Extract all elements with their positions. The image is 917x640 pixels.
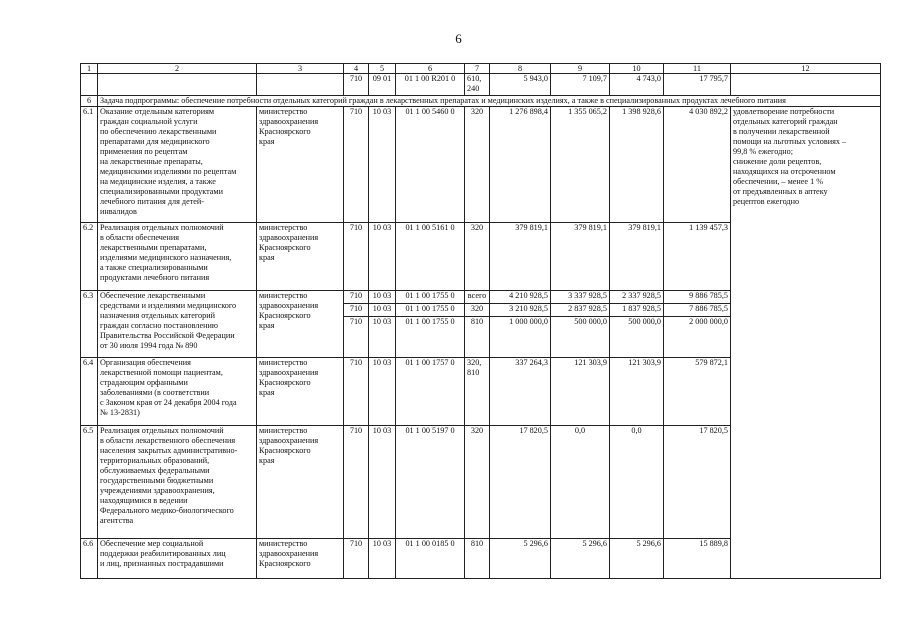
cell-expense-type: 320 bbox=[465, 107, 490, 223]
cell-target-article: 01 1 00 5161 0 bbox=[396, 223, 465, 291]
cell-year1: 1 000 000,0 bbox=[490, 317, 551, 358]
column-number-row bbox=[81, 64, 881, 74]
cell-year1: 5 296,6 bbox=[490, 539, 551, 579]
cell-section: 10 03 bbox=[369, 107, 396, 223]
cell-total: 4 030 892,2 bbox=[664, 107, 731, 223]
cell-year2: 7 109,7 bbox=[551, 74, 610, 96]
cell-total: 1 139 457,3 bbox=[664, 223, 731, 291]
cell-year3: 500 000,0 bbox=[610, 317, 664, 358]
col-num-11: 11 bbox=[664, 64, 731, 74]
cell-glava: 710 bbox=[344, 539, 369, 579]
cell-target-article: 01 1 00 5197 0 bbox=[396, 426, 465, 539]
table-row bbox=[81, 107, 881, 223]
col-num-1: 1 bbox=[81, 64, 98, 74]
cell-glava: 710 bbox=[344, 304, 369, 317]
grbs-name: министерство здравоохранения Красноярского края bbox=[257, 107, 344, 223]
measure-name: Обеспечение лекарственными средствами и изделиями медицинского назначения отдельных категорий граждан согласно постановлению Правительства Российской Федерации от 30 июля 1994 года № 890 bbox=[98, 291, 257, 358]
cell-year1: 5 943,0 bbox=[490, 74, 551, 96]
cell-total: 17 795,7 bbox=[664, 74, 731, 96]
cell-total: 17 820,5 bbox=[664, 426, 731, 539]
subprogram-table bbox=[80, 63, 881, 579]
page-number: 6 bbox=[455, 31, 462, 46]
cell-target-article: 01 1 00 R201 0 bbox=[396, 74, 465, 96]
cell-expense-type: всего bbox=[465, 291, 490, 304]
cell-glava: 710 bbox=[344, 426, 369, 539]
row-number: 6.6 bbox=[81, 539, 98, 579]
cell-year1: 379 819,1 bbox=[490, 223, 551, 291]
measure-name: Оказание отдельным категориям граждан социальной услуги по обеспечению лекарственными препаратами для медицинского применения по рецептам на лекарственные препараты, медицинскими изделиями по рецептам на медицинские изделия, а также специализированными продуктами лечебного питания для детей- инвалидов bbox=[98, 107, 257, 223]
cell-total: 15 889,8 bbox=[664, 539, 731, 579]
measure-name: Реализация отдельных полномочий в области обеспечения лекарственными препаратами, изделиями медицинского назначения, а также специализированными продуктами лечебного питания bbox=[98, 223, 257, 291]
cell-year1: 3 210 928,5 bbox=[490, 304, 551, 317]
cell-year3: 1 837 928,5 bbox=[610, 304, 664, 317]
grbs-name: министерство здравоохранения Красноярского края bbox=[257, 426, 344, 539]
grbs-name: министерство здравоохранения Красноярского края bbox=[257, 358, 344, 426]
cell-expense-type: 810 bbox=[465, 539, 490, 579]
cell-total: 579 872,1 bbox=[664, 358, 731, 426]
expected-result: удовлетворение потребности отдельных категорий граждан в получении лекарственной помощи на льготных условиях – 99,8 % ежегодно; снижение доли рецептов, находящихся на отсроченном обеспечении, – менее 1 % от предъявленных в аптеку рецептов ежегодно bbox=[731, 107, 881, 579]
cell-glava: 710 bbox=[344, 223, 369, 291]
measure-name: Обеспечение мер социальной поддержки реабилитированных лиц и лиц, признанных пострадавшими bbox=[98, 539, 257, 579]
cell-section: 10 03 bbox=[369, 304, 396, 317]
cell-target-article: 01 1 00 5460 0 bbox=[396, 107, 465, 223]
task-text: Задача подпрограммы: обеспечение потребности отдельных категорий граждан в лекарственных препаратах и медицинских изделиях, а также в специализированных продуктах лечебного питания bbox=[98, 96, 881, 107]
cell-year2: 3 337 928,5 bbox=[551, 291, 610, 304]
cell-year2: 5 296,6 bbox=[551, 539, 610, 579]
cell-section: 10 03 bbox=[369, 223, 396, 291]
grbs-name: министерство здравоохранения Красноярского края bbox=[257, 223, 344, 291]
col-num-6: 6 bbox=[396, 64, 465, 74]
grbs-name: министерство здравоохранения Красноярского bbox=[257, 539, 344, 579]
measure-name: Организация обеспечения лекарственной помощи пациентам, страдающим орфанными заболеваниями (в соответствии с Законом края от 24 декабря 2004 года № 13-2831) bbox=[98, 358, 257, 426]
cell-glava: 710 bbox=[344, 74, 369, 96]
cell-year2: 121 303,9 bbox=[551, 358, 610, 426]
cell-year3: 4 743,0 bbox=[610, 74, 664, 96]
cell-expense-type: 610, 240 bbox=[465, 74, 490, 96]
cell-total: 9 886 785,5 bbox=[664, 291, 731, 304]
cell-section: 10 03 bbox=[369, 539, 396, 579]
cell-year3: 5 296,6 bbox=[610, 539, 664, 579]
cell-year3: 121 303,9 bbox=[610, 358, 664, 426]
cell-glava: 710 bbox=[344, 291, 369, 304]
cell-expense-type: 320 bbox=[465, 304, 490, 317]
cell-year1: 17 820,5 bbox=[490, 426, 551, 539]
cell-year2: 2 837 928,5 bbox=[551, 304, 610, 317]
cell-glava: 710 bbox=[344, 317, 369, 358]
cell-year2: 500 000,0 bbox=[551, 317, 610, 358]
col-num-12: 12 bbox=[731, 64, 881, 74]
cell-section: 10 03 bbox=[369, 358, 396, 426]
cell-section: 10 03 bbox=[369, 291, 396, 304]
col-num-2: 2 bbox=[98, 64, 257, 74]
col-num-5: 5 bbox=[369, 64, 396, 74]
cell-section: 10 03 bbox=[369, 317, 396, 358]
col-num-7: 7 bbox=[465, 64, 490, 74]
cell-year1: 4 210 928,5 bbox=[490, 291, 551, 304]
cell-target-article: 01 1 00 0185 0 bbox=[396, 539, 465, 579]
col-num-3: 3 bbox=[257, 64, 344, 74]
cell-year3: 379 819,1 bbox=[610, 223, 664, 291]
cell-total: 7 886 785,5 bbox=[664, 304, 731, 317]
row-number: 6.2 bbox=[81, 223, 98, 291]
cell-year3: 0,0 bbox=[610, 426, 664, 539]
col-num-9: 9 bbox=[551, 64, 610, 74]
cell-glava: 710 bbox=[344, 358, 369, 426]
row-number: 6.4 bbox=[81, 358, 98, 426]
cell-expense-type: 320, 810 bbox=[465, 358, 490, 426]
cell-expense-type: 320 bbox=[465, 426, 490, 539]
cell-expense-type: 320 bbox=[465, 223, 490, 291]
cell-target-article: 01 1 00 1755 0 bbox=[396, 317, 465, 358]
cell-year2: 0,0 bbox=[551, 426, 610, 539]
task-row bbox=[81, 96, 881, 107]
cell-glava: 710 bbox=[344, 107, 369, 223]
cell-year1: 337 264,3 bbox=[490, 358, 551, 426]
cell-year3: 1 398 928,6 bbox=[610, 107, 664, 223]
cell-expense-type: 810 bbox=[465, 317, 490, 358]
cell-section: 09 01 bbox=[369, 74, 396, 96]
cell-year1: 1 276 898,4 bbox=[490, 107, 551, 223]
task-number: 6 bbox=[81, 96, 98, 107]
cell-year3: 2 337 928,5 bbox=[610, 291, 664, 304]
col-num-8: 8 bbox=[490, 64, 551, 74]
row-number: 6.1 bbox=[81, 107, 98, 223]
cell-target-article: 01 1 00 1757 0 bbox=[396, 358, 465, 426]
grbs-name: министерство здравоохранения Красноярского края bbox=[257, 291, 344, 358]
cell-target-article: 01 1 00 1755 0 bbox=[396, 291, 465, 304]
row-number: 6.3 bbox=[81, 291, 98, 358]
measure-name: Реализация отдельных полномочий в области лекарственного обеспечения населения закрытых административно- территориальных образований, обслуживаемых федеральными государственными бюджетными учреждениями здравоохранения, находящимися в ведении Федерального медико-биологического агентства bbox=[98, 426, 257, 539]
col-num-10: 10 bbox=[610, 64, 664, 74]
col-num-4: 4 bbox=[344, 64, 369, 74]
row-number: 6.5 bbox=[81, 426, 98, 539]
cell-total: 2 000 000,0 bbox=[664, 317, 731, 358]
cell-year2: 379 819,1 bbox=[551, 223, 610, 291]
cell-section: 10 03 bbox=[369, 426, 396, 539]
cell-target-article: 01 1 00 1755 0 bbox=[396, 304, 465, 317]
cell-year2: 1 355 065,2 bbox=[551, 107, 610, 223]
carryover-row bbox=[81, 74, 881, 96]
